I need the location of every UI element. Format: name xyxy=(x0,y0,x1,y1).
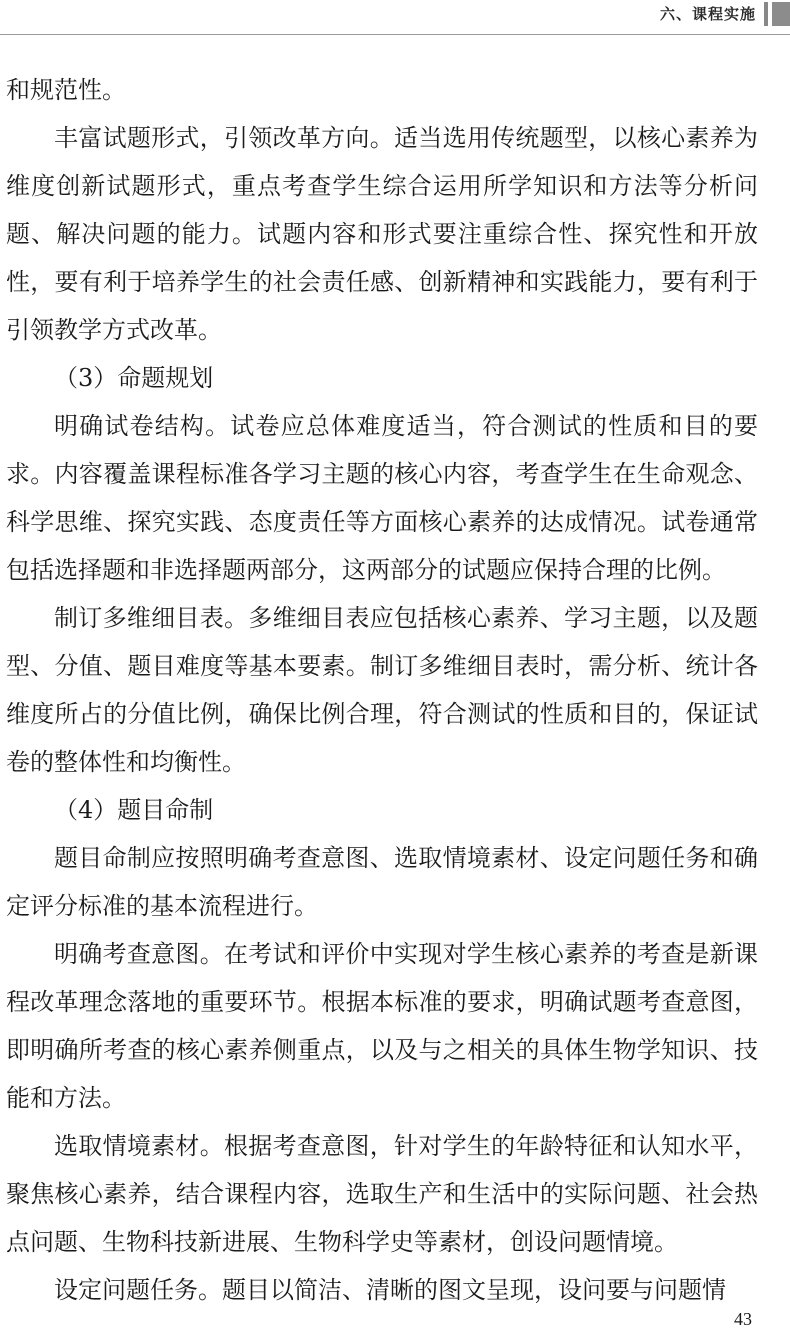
section-heading-3: （3）命题规划 xyxy=(54,364,214,392)
page-number: 43 xyxy=(734,1309,752,1329)
paragraph-assessment-intent: 明确考查意图。在考试和评价中实现对学生核心素养的考查是新课程改革理念落地的重要环节。根据本标准的要求，明确试题考查意图，即明确所考查的核心素养侧重点，以及与之相关的具体生物学知识、技能和方法。 xyxy=(6,940,758,1112)
paragraph-continuation: 和规范性。 xyxy=(6,76,126,104)
page-body xyxy=(6,66,758,1314)
paragraph-context-material: 选取情境素材。根据考查意图，针对学生的年龄特征和认知水平，聚焦核心素养，结合课程内容，选取生产和生活中的实际问题、社会热点问题、生物科技新进展、生物科学史等素材，创设问题情境。 xyxy=(6,1132,758,1256)
paragraph-test-format: 丰富试题形式，引领改革方向。适当选用传统题型，以核心素养为维度创新试题形式，重点考查学生综合运用所学知识和方法等分析问题、解决问题的能力。试题内容和形式要注重综合性、探究性和开放性，要有利于培养学生的社会责任感、创新精神和实践能力，要有利于引领教学方式改革。 xyxy=(6,124,758,344)
section-heading-4: （4）题目命制 xyxy=(54,796,214,824)
header-marker-thin xyxy=(764,2,768,26)
paragraph-item-writing: 题目命制应按照明确考查意图、选取情境素材、设定问题任务和确定评分标准的基本流程进行。 xyxy=(6,844,758,920)
paragraph-problem-task: 设定问题任务。题目以简洁、清晰的图文呈现，设问要与问题情 xyxy=(54,1276,726,1304)
chapter-title: 六、课程实施 xyxy=(659,5,756,23)
header-marker-block xyxy=(772,2,790,26)
header-rule xyxy=(0,34,790,35)
running-header xyxy=(0,0,790,38)
paragraph-specification-table: 制订多维细目表。多维细目表应包括核心素养、学习主题，以及题型、分值、题目难度等基本要素。制订多维细目表时，需分析、统计各维度所占的分值比例，确保比例合理，符合测试的性质和目的，保证试卷的整体性和均衡性。 xyxy=(6,604,758,776)
paragraph-paper-structure: 明确试卷结构。试卷应总体难度适当，符合测试的性质和目的要求。内容覆盖课程标准各学习主题的核心内容，考查学生在生命观念、科学思维、探究实践、态度责任等方面核心素养的达成情况。试卷通常包括选择题和非选择题两部分，这两部分的试题应保持合理的比例。 xyxy=(6,412,758,584)
